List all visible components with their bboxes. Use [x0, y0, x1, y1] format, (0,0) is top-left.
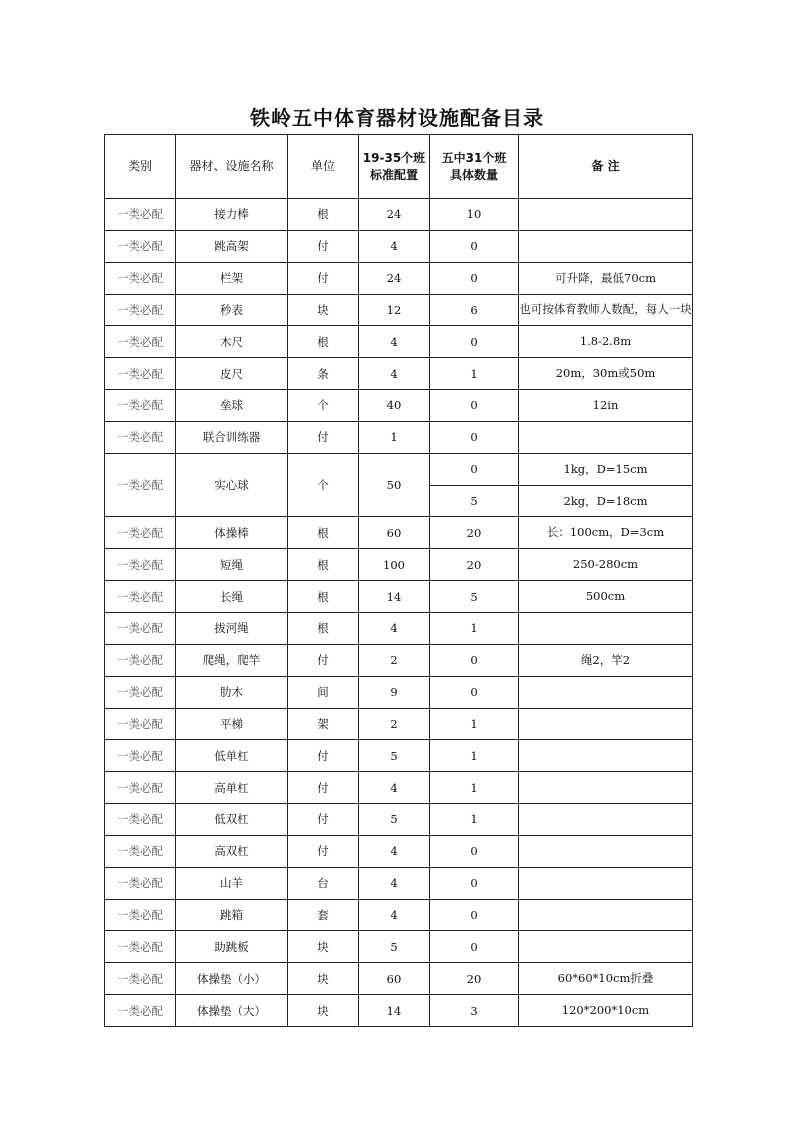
header-actual — [430, 135, 519, 199]
cell-actual: 10 — [430, 199, 519, 231]
cell-name: 拔河绳 — [176, 612, 288, 644]
cell-actual: 0 — [430, 835, 519, 867]
table-row — [105, 867, 693, 899]
cell-unit: 付 — [288, 262, 359, 294]
cell-category: 一类必配 — [105, 421, 176, 453]
cell-category: 一类必配 — [105, 676, 176, 708]
cell-unit: 根 — [288, 581, 359, 613]
cell-note: 1.8-2.8m — [519, 326, 693, 358]
cell-standard: 100 — [359, 549, 430, 581]
cell-standard: 5 — [359, 931, 430, 963]
cell-note: 2kg，D=18cm — [519, 485, 693, 517]
cell-standard: 4 — [359, 326, 430, 358]
cell-category: 一类必配 — [105, 262, 176, 294]
table-row — [105, 453, 693, 485]
cell-note: 60*60*10cm折叠 — [519, 963, 693, 995]
cell-category: 一类必配 — [105, 517, 176, 549]
cell-unit: 套 — [288, 899, 359, 931]
cell-unit: 个 — [288, 453, 359, 517]
header-category: 类别 — [105, 135, 176, 199]
cell-unit: 间 — [288, 676, 359, 708]
header-standard-line2: 标准配置 — [369, 167, 418, 182]
cell-standard: 60 — [359, 517, 430, 549]
cell-note — [519, 867, 693, 899]
cell-category: 一类必配 — [105, 835, 176, 867]
cell-name: 皮尺 — [176, 358, 288, 390]
cell-name: 短绳 — [176, 549, 288, 581]
table-row — [105, 262, 693, 294]
cell-standard: 5 — [359, 804, 430, 836]
cell-actual: 0 — [430, 676, 519, 708]
table-row — [105, 931, 693, 963]
table-row — [105, 995, 693, 1027]
cell-standard: 4 — [359, 867, 430, 899]
cell-name: 低单杠 — [176, 740, 288, 772]
cell-note — [519, 899, 693, 931]
cell-unit: 付 — [288, 835, 359, 867]
cell-name: 接力棒 — [176, 199, 288, 231]
cell-note: 可升降，最低70cm — [519, 262, 693, 294]
cell-name: 联合训练器 — [176, 421, 288, 453]
table-row — [105, 963, 693, 995]
cell-category: 一类必配 — [105, 390, 176, 422]
cell-category: 一类必配 — [105, 453, 176, 517]
cell-category: 一类必配 — [105, 549, 176, 581]
cell-standard: 14 — [359, 581, 430, 613]
cell-unit: 块 — [288, 931, 359, 963]
cell-name: 山羊 — [176, 867, 288, 899]
cell-category: 一类必配 — [105, 199, 176, 231]
cell-unit: 根 — [288, 612, 359, 644]
cell-standard: 9 — [359, 676, 430, 708]
cell-name: 体操棒 — [176, 517, 288, 549]
cell-unit: 付 — [288, 421, 359, 453]
table-row — [105, 644, 693, 676]
cell-standard: 24 — [359, 262, 430, 294]
cell-category: 一类必配 — [105, 867, 176, 899]
cell-standard: 60 — [359, 963, 430, 995]
cell-unit: 块 — [288, 963, 359, 995]
table-row — [105, 676, 693, 708]
cell-actual: 0 — [430, 230, 519, 262]
cell-actual: 1 — [430, 772, 519, 804]
cell-standard: 4 — [359, 835, 430, 867]
cell-name: 助跳板 — [176, 931, 288, 963]
cell-note: 长：100cm，D=3cm — [519, 517, 693, 549]
cell-actual: 0 — [430, 899, 519, 931]
cell-note — [519, 740, 693, 772]
cell-note — [519, 230, 693, 262]
cell-category: 一类必配 — [105, 358, 176, 390]
cell-unit: 付 — [288, 644, 359, 676]
cell-actual: 0 — [430, 421, 519, 453]
cell-category: 一类必配 — [105, 899, 176, 931]
cell-actual: 1 — [430, 804, 519, 836]
cell-category: 一类必配 — [105, 995, 176, 1027]
cell-unit: 付 — [288, 740, 359, 772]
cell-category: 一类必配 — [105, 294, 176, 326]
cell-unit: 根 — [288, 517, 359, 549]
table-row — [105, 772, 693, 804]
cell-standard: 4 — [359, 772, 430, 804]
cell-actual: 0 — [430, 867, 519, 899]
cell-unit: 个 — [288, 390, 359, 422]
cell-actual: 20 — [430, 963, 519, 995]
header-actual-line2: 具体数量 — [449, 167, 498, 182]
cell-standard: 14 — [359, 995, 430, 1027]
cell-name: 实心球 — [176, 453, 288, 517]
cell-actual: 0 — [430, 390, 519, 422]
table-row — [105, 517, 693, 549]
cell-category: 一类必配 — [105, 581, 176, 613]
cell-note — [519, 835, 693, 867]
cell-name: 肋木 — [176, 676, 288, 708]
header-standard-line1: 19-35个班 — [362, 150, 426, 165]
table-row — [105, 549, 693, 581]
cell-note: 12in — [519, 390, 693, 422]
cell-note — [519, 421, 693, 453]
cell-category: 一类必配 — [105, 326, 176, 358]
cell-standard: 4 — [359, 612, 430, 644]
cell-standard: 4 — [359, 899, 430, 931]
cell-actual: 1 — [430, 612, 519, 644]
cell-standard: 12 — [359, 294, 430, 326]
cell-name: 高单杠 — [176, 772, 288, 804]
cell-unit: 条 — [288, 358, 359, 390]
cell-standard: 4 — [359, 358, 430, 390]
equipment-table — [104, 134, 693, 1027]
cell-actual: 20 — [430, 549, 519, 581]
cell-standard: 2 — [359, 644, 430, 676]
header-actual-line1: 五中31个班 — [441, 150, 507, 165]
cell-name: 体操垫（小） — [176, 963, 288, 995]
cell-unit: 台 — [288, 867, 359, 899]
cell-standard: 4 — [359, 230, 430, 262]
cell-actual: 0 — [430, 326, 519, 358]
table-row — [105, 804, 693, 836]
cell-name: 体操垫（大） — [176, 995, 288, 1027]
cell-note — [519, 612, 693, 644]
cell-name: 木尺 — [176, 326, 288, 358]
cell-category: 一类必配 — [105, 804, 176, 836]
cell-note — [519, 772, 693, 804]
cell-category: 一类必配 — [105, 644, 176, 676]
table-row — [105, 390, 693, 422]
cell-unit: 块 — [288, 294, 359, 326]
cell-note — [519, 676, 693, 708]
header-unit: 单位 — [288, 135, 359, 199]
cell-category: 一类必配 — [105, 740, 176, 772]
cell-unit: 付 — [288, 772, 359, 804]
cell-note: 20m，30m或50m — [519, 358, 693, 390]
cell-note: 1kg，D=15cm — [519, 453, 693, 485]
header-name: 器材、设施名称 — [176, 135, 288, 199]
cell-actual: 3 — [430, 995, 519, 1027]
cell-name: 秒表 — [176, 294, 288, 326]
cell-actual: 5 — [430, 485, 519, 517]
cell-actual: 0 — [430, 262, 519, 294]
cell-name: 平梯 — [176, 708, 288, 740]
table-row — [105, 708, 693, 740]
table-row — [105, 835, 693, 867]
cell-category: 一类必配 — [105, 612, 176, 644]
cell-note — [519, 931, 693, 963]
cell-name: 高双杠 — [176, 835, 288, 867]
header-standard — [359, 135, 430, 199]
cell-note: 500cm — [519, 581, 693, 613]
header-note: 备 注 — [519, 135, 693, 199]
table-row — [105, 230, 693, 262]
cell-name: 跳箱 — [176, 899, 288, 931]
cell-unit: 根 — [288, 199, 359, 231]
cell-category: 一类必配 — [105, 230, 176, 262]
page-title: 铁岭五中体育器材设施配备目录 — [250, 106, 544, 130]
table-row — [105, 294, 693, 326]
table-row — [105, 421, 693, 453]
cell-name: 低双杠 — [176, 804, 288, 836]
table-row — [105, 612, 693, 644]
cell-note: 120*200*10cm — [519, 995, 693, 1027]
cell-unit: 付 — [288, 230, 359, 262]
cell-actual: 1 — [430, 740, 519, 772]
cell-category: 一类必配 — [105, 931, 176, 963]
cell-note — [519, 708, 693, 740]
cell-standard: 2 — [359, 708, 430, 740]
cell-category: 一类必配 — [105, 708, 176, 740]
cell-actual: 1 — [430, 358, 519, 390]
cell-actual: 20 — [430, 517, 519, 549]
table-header-row — [105, 135, 693, 199]
cell-name: 长绳 — [176, 581, 288, 613]
cell-actual: 0 — [430, 453, 519, 485]
table-row — [105, 581, 693, 613]
cell-unit: 根 — [288, 326, 359, 358]
cell-name: 爬绳，爬竿 — [176, 644, 288, 676]
table-row — [105, 199, 693, 231]
cell-category: 一类必配 — [105, 963, 176, 995]
cell-name: 跳高架 — [176, 230, 288, 262]
cell-name: 垒球 — [176, 390, 288, 422]
cell-name: 栏架 — [176, 262, 288, 294]
cell-unit: 架 — [288, 708, 359, 740]
cell-standard: 40 — [359, 390, 430, 422]
cell-note: 也可按体育教师人数配，每人一块 — [519, 294, 693, 326]
table-row — [105, 326, 693, 358]
cell-actual: 5 — [430, 581, 519, 613]
table-row — [105, 740, 693, 772]
cell-unit: 付 — [288, 804, 359, 836]
table-row — [105, 899, 693, 931]
cell-standard: 50 — [359, 453, 430, 517]
cell-note — [519, 199, 693, 231]
cell-category: 一类必配 — [105, 772, 176, 804]
cell-actual: 0 — [430, 931, 519, 963]
cell-actual: 1 — [430, 708, 519, 740]
table-row — [105, 358, 693, 390]
cell-actual: 0 — [430, 644, 519, 676]
cell-actual: 6 — [430, 294, 519, 326]
cell-unit: 根 — [288, 549, 359, 581]
cell-note: 绳2，竿2 — [519, 644, 693, 676]
cell-standard: 1 — [359, 421, 430, 453]
cell-note — [519, 804, 693, 836]
cell-unit: 块 — [288, 995, 359, 1027]
cell-standard: 24 — [359, 199, 430, 231]
cell-note: 250-280cm — [519, 549, 693, 581]
cell-standard: 5 — [359, 740, 430, 772]
